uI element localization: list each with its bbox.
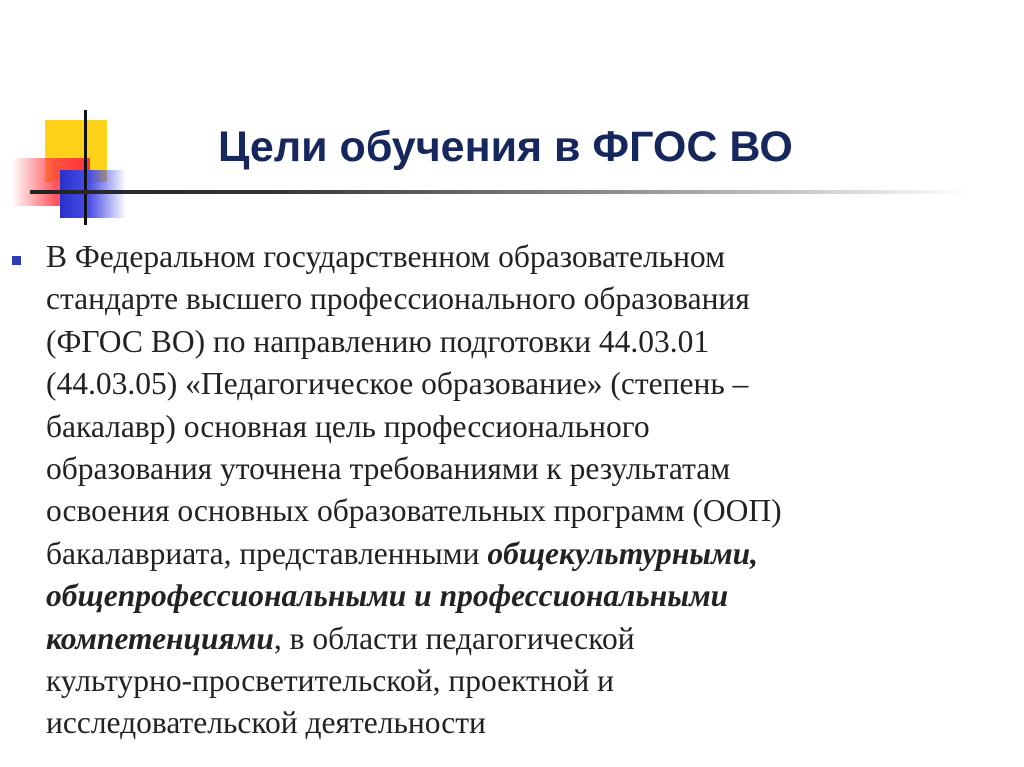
- blue-square: [60, 170, 126, 218]
- paragraph-line: (ФГОС ВО) по направлению подготовки 44.03.01: [46, 323, 710, 359]
- emphasized-text: компетенциями: [46, 620, 274, 656]
- square-bullet-icon: [12, 256, 21, 265]
- emphasized-text: общепрофессиональными и профессиональными: [46, 578, 729, 614]
- title-underline: [30, 190, 970, 194]
- paragraph-line: В Федеральном государственном образовательном: [46, 239, 726, 274]
- paragraph-line: образования уточнена требованиями к результатам: [46, 451, 731, 487]
- color-squares-crosshair-icon: [0, 0, 200, 240]
- paragraph-line: [46, 618, 1016, 660]
- paragraph-line: стандарте высшего профессионального образования: [46, 281, 750, 317]
- text-run: бакалавриата, представленными: [46, 535, 488, 571]
- slide-title: Цели обучения в ФГОС ВО: [218, 123, 793, 171]
- paragraph-line: освоения основных образовательных программ (ООП): [46, 493, 782, 529]
- paragraph-line: (44.03.05) «Педагогическое образование» (степень –: [46, 366, 749, 402]
- text-run: , в области педагогической: [273, 620, 635, 656]
- bullet-paragraph: [46, 236, 1016, 745]
- paragraph-line: исследовательской деятельности: [46, 705, 486, 741]
- emphasized-text: общекультурными,: [487, 535, 759, 571]
- paragraph-line: бакалавр) основная цель профессионального: [46, 408, 650, 444]
- paragraph-line: [46, 533, 1016, 575]
- paragraph-line: культурно-просветительской, проектной и: [46, 663, 614, 699]
- vertical-divider-line: [84, 110, 87, 225]
